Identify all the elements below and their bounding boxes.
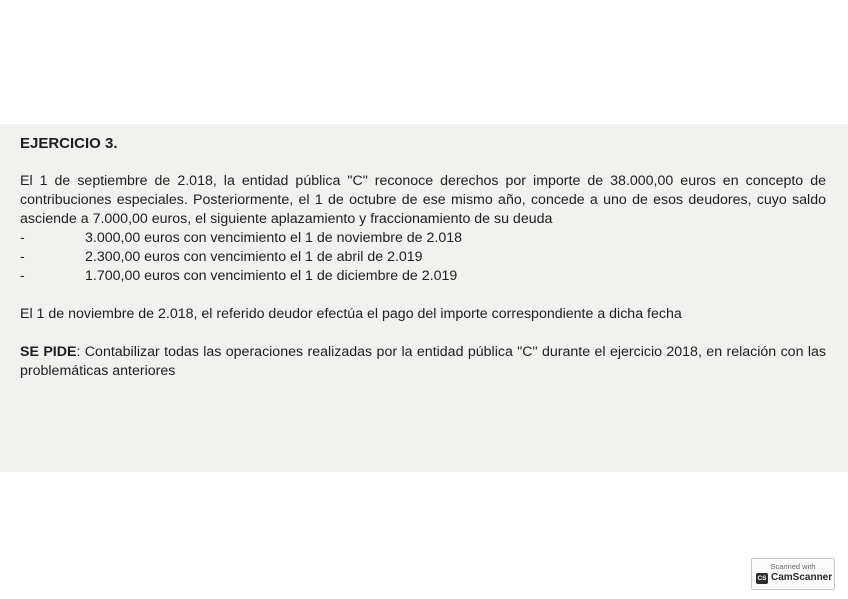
list-dash: - (20, 249, 25, 265)
task-statement (20, 343, 826, 381)
task-label: SE PIDE (20, 344, 77, 360)
watermark-brand: CamScanner (771, 572, 833, 583)
installment-item (20, 267, 826, 286)
watermark-caption: Scanned with (770, 562, 816, 571)
list-dash: - (20, 230, 25, 246)
list-dash: - (20, 268, 25, 284)
installment-text: 1.700,00 euros con vencimiento el 1 de diciembre de 2.019 (85, 268, 458, 284)
installment-list (20, 229, 826, 286)
exercise-document (20, 134, 826, 381)
installment-item (20, 248, 826, 267)
installment-text: 3.000,00 euros con vencimiento el 1 de noviembre de 2.018 (85, 230, 463, 246)
installment-text: 2.300,00 euros con vencimiento el 1 de abril de 2.019 (85, 249, 423, 265)
exercise-title: EJERCICIO 3. (20, 135, 118, 152)
installment-item (20, 229, 826, 248)
payment-statement: El 1 de noviembre de 2.018, el referido deudor efectúa el pago del importe correspondiente a dicha fecha (20, 306, 682, 322)
task-text: : Contabilizar todas las operaciones realizadas por la entidad pública "C" durante el ejercicio 2018, en relación con las problemáticas anteriores (20, 344, 826, 379)
camscanner-logo-icon: CS (757, 575, 767, 582)
exercise-statement: El 1 de septiembre de 2.018, la entidad pública "C" reconoce derechos por importe de 38.000,00 euros en concepto de contribuciones especiales. Posteriormente, el 1 de octubre de ese mismo año, concede a uno de esos deudores, cuyo saldo asciende a 7.000,00 euros, el siguiente aplazamiento y fraccionamiento de su deuda (20, 173, 826, 227)
camscanner-watermark (751, 558, 835, 590)
